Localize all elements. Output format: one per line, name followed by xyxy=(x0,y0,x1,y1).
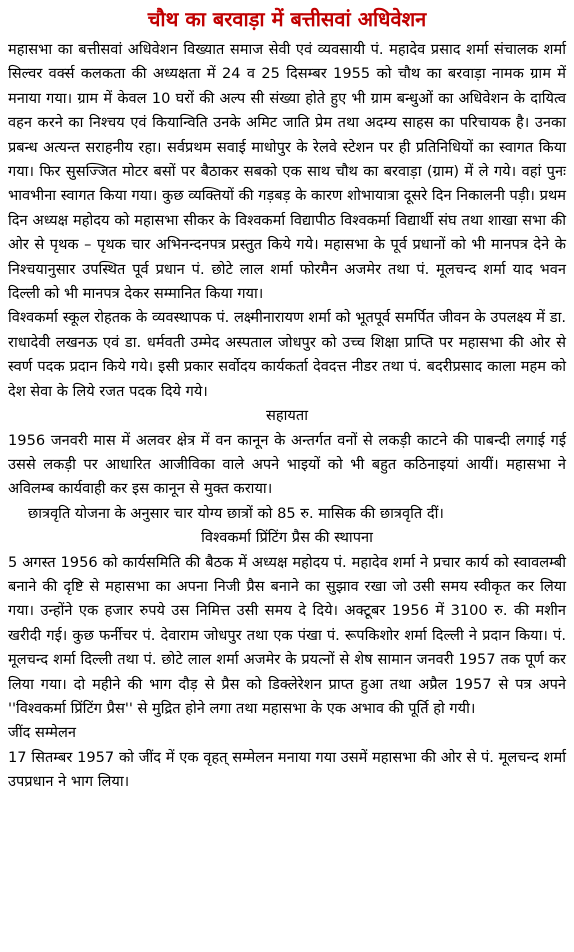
section-heading-press: विश्वकर्मा प्रिंटिंग प्रैस की स्थापना xyxy=(201,529,373,547)
paragraph-medals: विश्वकर्मा स्कूल रोहतक के व्यवस्थापक पं. लक्ष्मीनारायण शर्मा को भूतपूर्व समर्पित जीवन के उपलक्ष्य में डा. राधादेवी लखनऊ एवं डा. धर्मवती उम्मेद अस्पताल जोधपुर को उच्च शिक्षा प्राप्ति पर महासभा की ओर से स्वर्ण पदक प्रदान किये गये। इसी प्रकार सर्वोदय कार्यकर्ता देवदत्त नीडर तथा पं. बदरीप्रसाद काला महम को देश सेवा के लिये रजत पदक दिये गये। xyxy=(8,309,566,400)
paragraph-scholarship: छात्रवृति योजना के अनुसार चार योग्य छात्रों को 85 रु. मासिक की छात्रवृति दीं। xyxy=(28,504,444,522)
paragraph-forest-law: 1956 जनवरी मास में अलवर क्षेत्र में वन कानून के अन्तर्गत वनों से लकड़ी काटने की पाबन्दी लगाई गई उससे लकड़ी पर आधारित आजीविका वाले अपने भाइयों को भी बहुत कठिनाइयां आयीं। महासभा ने अविलम्ब कार्यवाही कर इस कानून से मुक्त कराया। xyxy=(8,431,566,498)
section-heading-sahayata: सहायता xyxy=(266,407,308,425)
page-title: चौथ का बरवाड़ा में बत्तीसवां अधिवेशन xyxy=(147,7,427,31)
section-heading-jind: जींद सम्मेलन xyxy=(8,724,76,742)
paragraph-adhiveshan: महासभा का बत्तीसवां अधिवेशन विख्यात समाज सेवी एवं व्यवसायी पं. महादेव प्रसाद शर्मा संचालक शर्मा सिल्वर वर्क्स कलकता की अध्यक्षता में 24 व 25 दिसम्बर 1955 को चौथ का बरवाड़ा नामक ग्राम में मनाया गया। ग्राम में केवल 10 घरों की अल्प सी संख्या होते हुए भी ग्राम बन्धुओं का अधिवेशन के दायित्व वहन करने का निश्चय एवं कियान्विति उनके अमिट जाति प्रेम तथा अदम्य साहस का परिचायक है। उनका प्रबन्ध अत्यन्त सराहनीय रहा। सर्वप्रथम सवाई माधोपुर के रेलवे स्टेशन पर ही प्रतिनिधियों का स्वागत किया गया। फिर सुसज्जित मोटर बसों पर बैठाकर सबको एक साथ चौथ का बरवाड़ा (ग्राम) में ले गये। वहां पुनः भावभीना स्वागत किया गया। कुछ व्यक्तियों की गड़बड़ के कारण शोभायात्रा दूसरे दिन निकालनी पड़ी। प्रथम दिन अध्यक्ष महोदय को महासभा सीकर के विश्वकर्मा विद्यापीठ विश्वकर्मा विद्यार्थी संघ तथा शाखा सभा की ओर से पृथक – पृथक चार अभिनन्दनपत्र प्रस्तुत किये गये। महासभा के पूर्व प्रधानों को भी मानपत्र देने के निश्चयानुसार उपस्थित पूर्व प्रधान पं. छोटे लाल शर्मा फोरमैन अजमेर तथा पं. मूलचन्द शर्मा याद भवन दिल्ली को भी मानपत्र देकर सम्मानित किया गया। xyxy=(8,41,566,303)
paragraph-jind: 17 सितम्बर 1957 को जींद में एक वृहत् सम्मेलन मनाया गया उसमें महासभा की ओर से पं. मूलचन्द शर्मा उपप्रधान ने भाग लिया। xyxy=(8,748,566,791)
paragraph-press: 5 अगस्त 1956 को कार्यसमिति की बैठक में अध्यक्ष महोदय पं. महादेव शर्मा ने प्रचार कार्य को स्वावलम्बी बनाने की दृष्टि से महासभा का अपना निजी प्रैस बनाने का सुझाव रखा जो उसी समय स्वीकृत कर लिया गया। उन्होंने एक हजार रुपये उस निमित्त उसी समय दे दिये। अक्टूबर 1956 में 3100 रु. की मशीन खरीदी गई। कुछ फर्नीचर पं. देवाराम जोधपुर तथा एक पंखा पं. रूपकिशोर शर्मा दिल्ली ने प्रदान किया। पं. मूलचन्द शर्मा दिल्ली तथा पं. छोटे लाल शर्मा अजमेर के प्रयत्नों से शेष सामान जनवरी 1957 तक पूर्ण कर लिया गया। दो महीने की भाग दौड़ से प्रैस को डिक्लेरेशन प्राप्त हुआ तथा अप्रैल 1957 से पत्र अपने ''विश्वकर्मा प्रिंटिंग प्रैस'' से मुद्रित होने लगा तथा महासभा के एक अभाव की पूर्ति हो गयी। xyxy=(8,553,566,717)
